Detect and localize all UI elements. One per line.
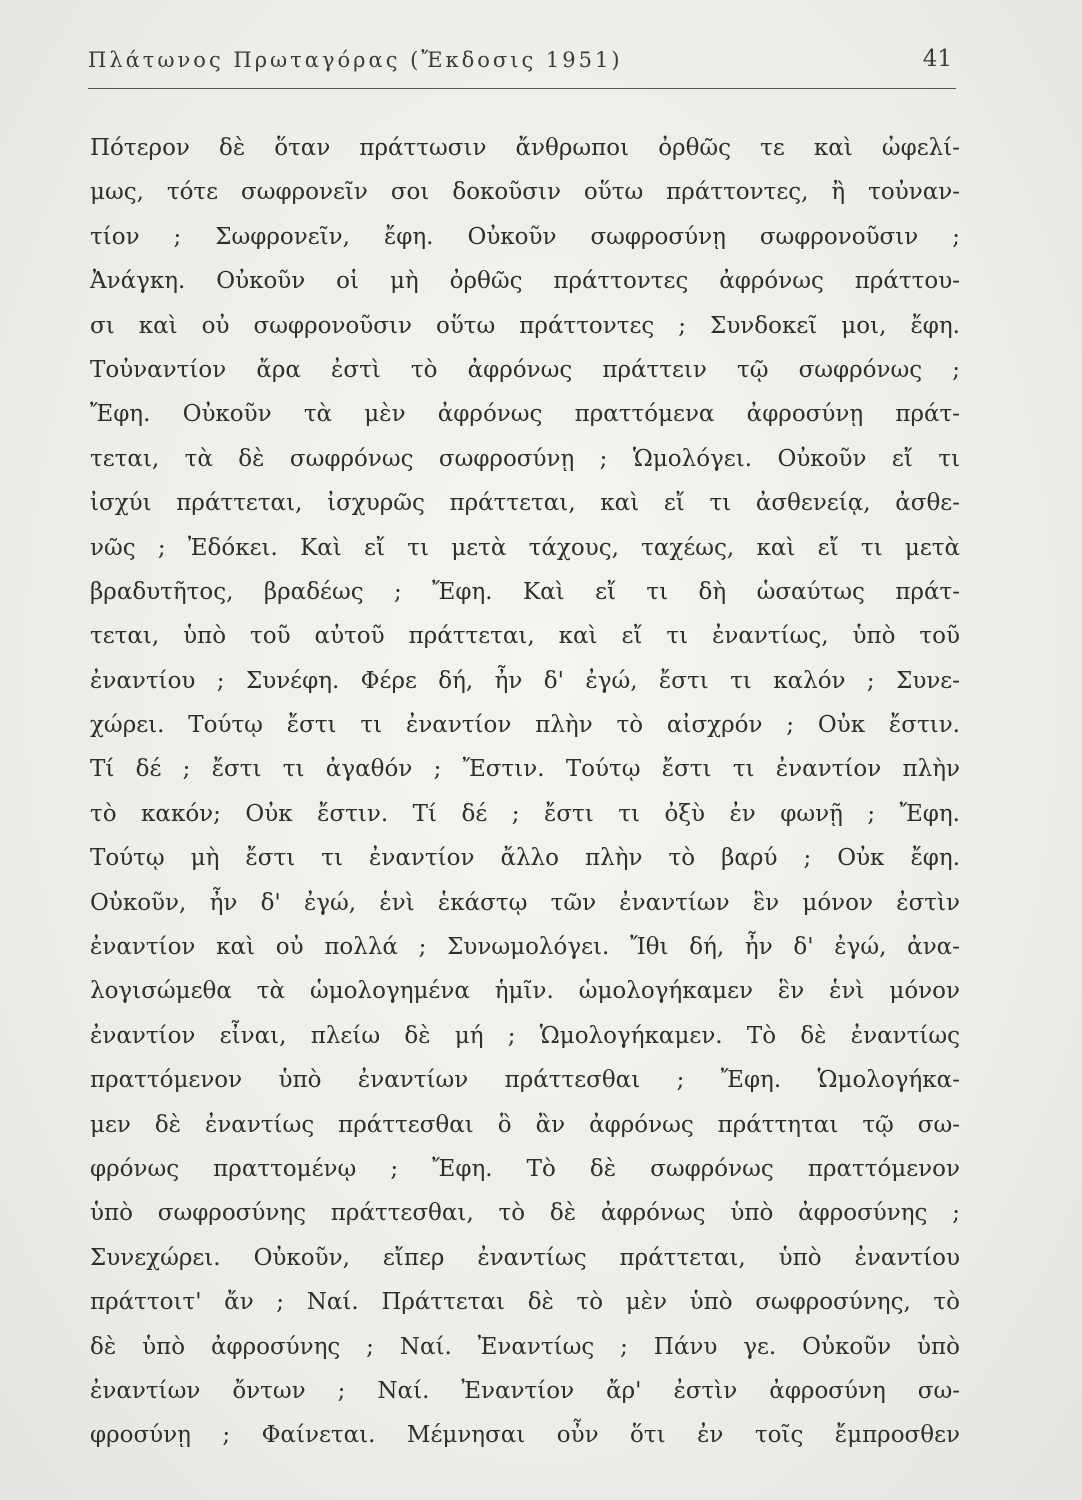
text-line: τεται, ὑπὸ τοῦ αὐτοῦ πράττεται, καὶ εἴ τι ἐναντίως, ὑπὸ τοῦ — [90, 623, 960, 650]
text-line: νῶς ; Ἐδόκει. Καὶ εἴ τι μετὰ τάχους, ταχέως, καὶ εἴ τι μετὰ — [90, 534, 960, 561]
text-line: τὸ κακόν; Οὐκ ἔστιν. Τί δέ ; ἔστι τι ὀξὺ ἐν φωνῇ ; Ἔφη. — [90, 800, 960, 827]
text-line: ἐναντίον εἶναι, πλείω δὲ μή ; Ὡμολογήκαμεν. Τὸ δὲ ἐναντίως — [90, 1022, 960, 1049]
text-line: ἐναντίου ; Συνέφη. Φέρε δή, ἦν δ' ἐγώ, ἔστι τι καλόν ; Συνε- — [90, 667, 960, 694]
text-line: Συνεχώρει. Οὐκοῦν, εἴπερ ἐναντίως πράττεται, ὑπὸ ἐναντίου — [90, 1244, 960, 1271]
text-line: ἐναντίων ὄντων ; Ναί. Ἐναντίον ἄρ' ἐστὶν ἀφροσύνη σω- — [90, 1377, 960, 1404]
text-line: Ἀνάγκη. Οὐκοῦν οἱ μὴ ὀρθῶς πράττοντες ἀφρόνως πράττου- — [90, 268, 960, 295]
text-line: φρόνως πραττομένῳ ; Ἔφη. Τὸ δὲ σωφρόνως πραττόμενον — [90, 1155, 960, 1182]
text-line: δὲ ὑπὸ ἀφροσύνης ; Ναί. Ἐναντίως ; Πάνυ γε. Οὐκοῦν ὑπὸ — [90, 1333, 960, 1360]
text-line: λογισώμεθα τὰ ὡμολογημένα ἡμῖν. ὡμολογήκαμεν ἓν ἑνὶ μόνον — [90, 978, 960, 1005]
body-text — [90, 126, 960, 1458]
text-line: πράττοιτ' ἄν ; Ναί. Πράττεται δὲ τὸ μὲν ὑπὸ σωφροσύνης, τὸ — [90, 1289, 960, 1316]
text-line: ἰσχύι πράττεται, ἰσχυρῶς πράττεται, καὶ εἴ τι ἀσθενείᾳ, ἀσθε- — [90, 490, 960, 517]
text-line: φροσύνῃ ; Φαίνεται. Μέμνησαι οὖν ὅτι ἐν τοῖς ἔμπροσθεν — [90, 1422, 960, 1449]
text-line: βραδυτῆτος, βραδέως ; Ἔφη. Καὶ εἴ τι δὴ ὡσαύτως πράτ- — [90, 578, 960, 605]
text-line: Τούτῳ μὴ ἔστι τι ἐναντίον ἄλλο πλὴν τὸ βαρύ ; Οὐκ ἔφη. — [90, 845, 960, 872]
text-line: ὑπὸ σωφροσύνης πράττεσθαι, τὸ δὲ ἀφρόνως ὑπὸ ἀφροσύνης ; — [90, 1200, 960, 1227]
text-line: Τοὐναντίον ἄρα ἐστὶ τὸ ἀφρόνως πράττειν τῷ σωφρόνως ; — [90, 356, 960, 383]
text-line: ἐναντίον καὶ οὐ πολλά ; Συνωμολόγει. Ἴθι δή, ἦν δ' ἐγώ, ἀνα- — [90, 934, 960, 961]
text-line: σι καὶ οὐ σωφρονοῦσιν οὕτω πράττοντες ; Συνδοκεῖ μοι, ἔφη. — [90, 312, 960, 339]
text-line: τεται, τὰ δὲ σωφρόνως σωφροσύνῃ ; Ὡμολόγει. Οὐκοῦν εἴ τι — [90, 445, 960, 472]
text-line: Οὐκοῦν, ἦν δ' ἐγώ, ἑνὶ ἑκάστῳ τῶν ἐναντίων ἓν μόνον ἐστὶν — [90, 889, 960, 916]
running-title: Πλάτωνος Πρωταγόρας (Ἔκδοσις 1951) — [88, 48, 623, 72]
text-line: μως, τότε σωφρονεῖν σοι δοκοῦσιν οὕτω πράττοντες, ἢ τοὐναν- — [90, 179, 960, 206]
page-header — [88, 44, 956, 89]
text-line: τίον ; Σωφρονεῖν, ἔφη. Οὐκοῦν σωφροσύνῃ σωφρονοῦσιν ; — [90, 223, 960, 250]
text-line: μεν δὲ ἐναντίως πράττεσθαι ὃ ἂν ἀφρόνως πράττηται τῷ σω- — [90, 1111, 960, 1138]
text-line: Πότερον δὲ ὅταν πράττωσιν ἄνθρωποι ὀρθῶς τε καὶ ὠφελί- — [90, 135, 960, 161]
page-number: 41 — [922, 46, 952, 72]
text-line: Τί δέ ; ἔστι τι ἀγαθόν ; Ἔστιν. Τούτῳ ἔστι τι ἐναντίον πλὴν — [90, 756, 960, 783]
text-line: χώρει. Τούτῳ ἔστι τι ἐναντίον πλὴν τὸ αἰσχρόν ; Οὐκ ἔστιν. — [90, 712, 960, 739]
text-line: πραττόμενον ὑπὸ ἐναντίων πράττεσθαι ; Ἔφη. Ὡμολογήκα- — [90, 1067, 960, 1094]
text-line: Ἔφη. Οὐκοῦν τὰ μὲν ἀφρόνως πραττόμενα ἀφροσύνῃ πράτ- — [90, 401, 960, 428]
